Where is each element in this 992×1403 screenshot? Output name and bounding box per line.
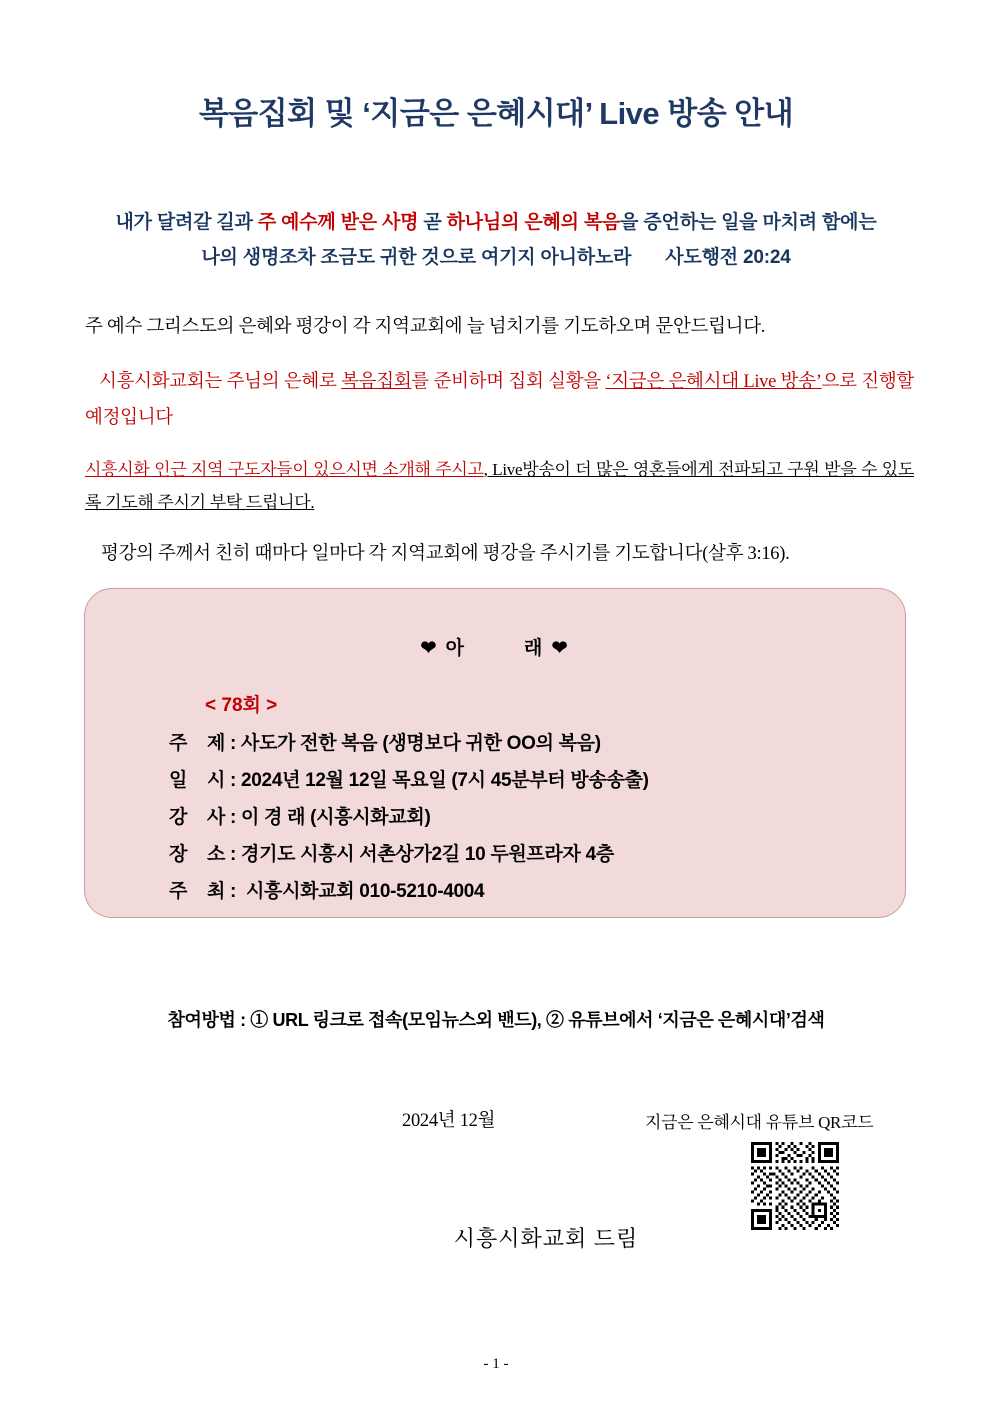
row-label: 주 제 : <box>169 733 237 754</box>
qr-caption: 지금은 은혜시대 유튜브 QR코드 <box>645 1113 874 1132</box>
qr-code-image <box>751 1142 839 1230</box>
scripture-verse <box>58 205 934 275</box>
session-number: < 78회 > <box>205 695 278 716</box>
issue-date: 2024년 12월 <box>402 1111 496 1131</box>
paragraph-greeting: 주 예수 그리스도의 은혜와 평강이 각 지역교회에 늘 넘치기를 기도하오며 문안드립니다. <box>85 317 766 338</box>
verse-highlight-2: 하나님의 은혜의 복음 <box>446 212 621 233</box>
row-value: 2024년 12월 12일 목요일 (7시 45분부터 방송송출) <box>241 770 649 792</box>
qr-code <box>751 1142 839 1230</box>
verse-text-2: 곧 <box>418 212 447 233</box>
verse-line-1 <box>58 205 934 240</box>
table-row <box>169 799 905 836</box>
event-info-box <box>84 588 906 918</box>
row-value: 사도가 전한 복음 (생명보다 귀한 OO의 복음) <box>241 733 601 754</box>
announcement-text-3: 으로 진행할 예정입니다 <box>85 371 914 428</box>
page-number: - 1 - <box>483 1356 509 1372</box>
letter-body <box>85 309 914 572</box>
paragraph-blessing: 평강의 주께서 친히 때마다 일마다 각 지역교회에 평강을 주시기를 기도합니다(살후 3:16). <box>101 544 790 565</box>
announcement-underline-2: ‘지금은 은혜시대 Live 방송’ <box>605 371 822 392</box>
table-row <box>169 873 905 910</box>
verse-reference: 사도행전 20:24 <box>665 247 791 269</box>
row-value: 시흥시화교회 010-5210-4004 <box>241 881 485 903</box>
signature-text: 시흥시화교회 드림 <box>453 1226 639 1251</box>
box-heading <box>85 633 905 660</box>
verse-text-1: 내가 달려갈 길과 <box>115 212 258 233</box>
announcement-text-1: 시흥시화교회는 주님의 은혜로 <box>99 371 342 392</box>
announcement-underline-1: 복음집회 <box>341 371 412 392</box>
row-value: 경기도 시흥시 서촌상가2길 10 두원프라자 4층 <box>241 844 614 866</box>
verse-highlight-1: 주 예수께 받은 사명 <box>257 212 419 233</box>
request-underline-black: , Live방송이 더 많은 영혼들에게 전파되고 구원 받을 수 있도록 기도해 주시기 부탁 드립니다. <box>85 460 914 512</box>
request-underline-red: 시흥시화 인근 지역 구도자들이 있으시면 소개해 주시고 <box>85 460 484 480</box>
event-detail-list <box>169 725 905 910</box>
row-label: 강 사 : <box>169 807 237 829</box>
table-row <box>169 762 905 799</box>
row-value: 이 경 래 (시흥시화교회) <box>241 807 431 829</box>
verse-line-2 <box>58 240 934 275</box>
row-label: 일 시 : <box>169 770 237 792</box>
verse-text-4: 나의 생명조차 조금도 귀한 것으로 여기지 아니하노라 <box>201 247 632 269</box>
participation-instructions: 참여방법 : ① URL 링크로 접속(모임뉴스외 밴드), ② 유튜브에서 ‘지금은 은혜시대’검색 <box>167 1010 825 1030</box>
table-row <box>169 725 905 762</box>
paragraph-request <box>85 454 914 519</box>
verse-text-3: 을 증언하는 일을 마치려 함에는 <box>620 212 877 233</box>
row-label: 주 최 : <box>169 881 237 903</box>
box-heading-right: 래 ❤ <box>524 638 570 659</box>
page-title: 복음집회 및 ‘지금은 은혜시대’ Live 방송 안내 <box>198 96 794 131</box>
table-row <box>169 836 905 873</box>
row-label: 장 소 : <box>169 844 237 866</box>
signature-line <box>0 1222 992 1253</box>
box-heading-left: ❤ 아 <box>420 638 466 659</box>
announcement-text-2: 를 준비하며 집회 실황을 <box>411 371 606 392</box>
paragraph-announcement <box>85 364 914 436</box>
